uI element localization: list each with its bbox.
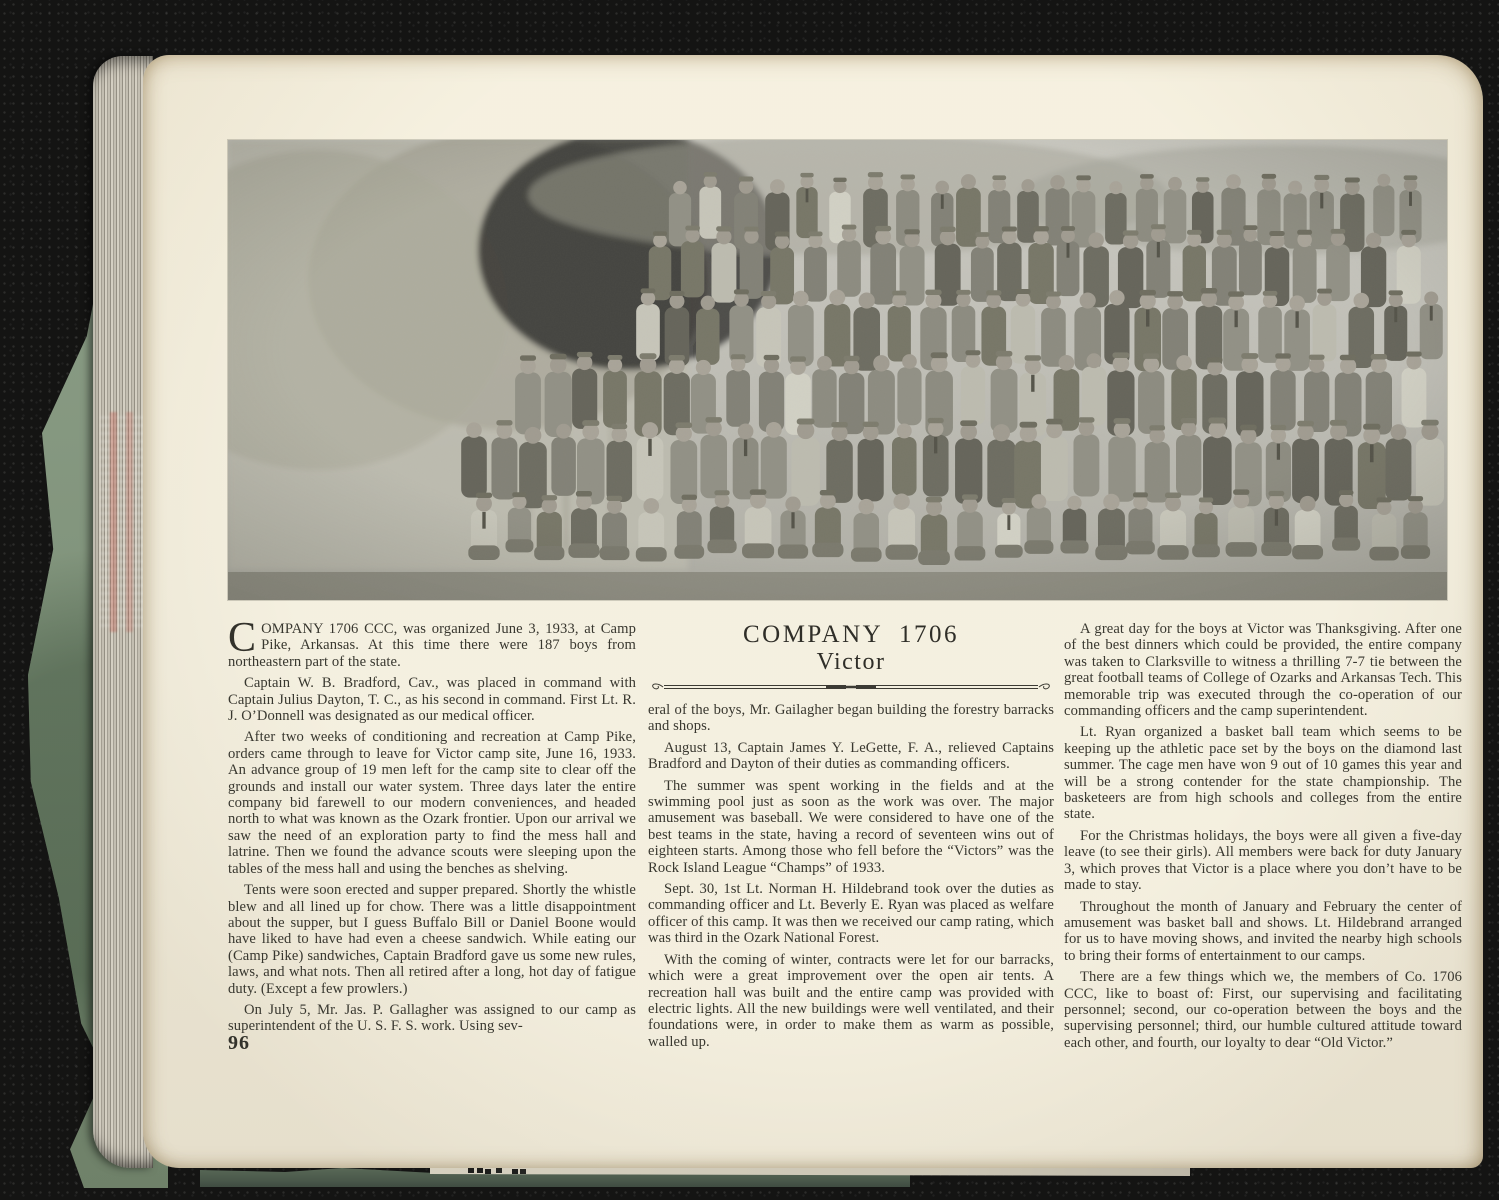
paragraph-intro-text: OMPANY 1706 CCC, was organized June 3, 1933, at Camp Pike, Arkansas. At this time there were 187 boys from northeastern part of the state. <box>228 621 636 670</box>
paragraph-intro <box>228 615 636 670</box>
rule-end-flourish-right <box>1039 684 1049 689</box>
paragraph: After two weeks of conditioning and recreation at Camp Pike, orders came through to leave for Victor camp site, June 16, 1933. An advance group of 19 men left for the camp site to clear off the grounds and install our water system. Three days later the entire company bid farewell to our modern conveniences, and headed north to what was known as the Ozark frontier. Upon our arrival we saw the need of an exploration party to find the mess hall and latrine. Then we found the advance scouts were sleeping upon the tables of the mess hall and using the benches as shelving. <box>228 729 636 877</box>
paragraph: With the coming of winter, contracts were let for our barracks, which were a great improvement over the open air tents. A recreation hall was built and the entire camp was provided with electric lights. All the new buildings were well ventilated, and their foundations were, in order to make them as warm as possible, walled up. <box>648 951 1054 1050</box>
paragraph: Sept. 30, 1st Lt. Norman H. Hildebrand took over the duties as commanding officer and Lt. Beverly E. Ryan was placed as welfare officer of this camp. It was then we received our camp rating, which was third in the Ozark National Forest. <box>648 881 1054 947</box>
paragraph: The summer was spent working in the fields and at the swimming pool just as soon as the work was over. The major amusement was baseball. We were considered to have one of the best teams in the state, having a record of seventeen wins out of eighteen starts. Among those who fell before the “Victors” was the Rock Island League “Champs” of 1933. <box>648 777 1054 876</box>
ornamental-rule <box>648 681 1054 693</box>
paragraph: For the Christmas holidays, the boys were all given a five-day leave (to see their girls). All members were back for duty January 3, which proves that Victor is a place where you don’t have to be made to stay. <box>1064 827 1462 894</box>
print-marks <box>468 1168 474 1173</box>
paragraph: A great day for the boys at Victor was Thanksgiving. After one of the best dinners which could be provided, the entire company was taken to Clarksville to witness a thrilling 7-7 tie between the great football teams of College of Ozarks and Arkansas Tech. This memorable trip was executed through the co-operation of our commanding officers and the camp superintendent. <box>1064 621 1462 720</box>
paragraph: Tents were soon erected and supper prepared. Shortly the whistle blew and all lined up for chow. There was a little disappointment about the supper, but I guess Buffalo Bill or Daniel Boone would have liked to have had even a cheese sandwich. While eating our (Camp Pike) sandwiches, Captain Bradford gave us some new rules, laws, and what nots. Then all retired after a long, hot day of fatigue duty. (Except a few prowlers.) <box>228 882 636 997</box>
group-photo <box>228 140 1447 600</box>
article-subtitle: Victor <box>816 649 886 675</box>
center-text-column <box>648 621 1054 1055</box>
left-text-column <box>228 615 636 1040</box>
paragraph: There are a few things which we, the members of Co. 1706 CCC, like to boast of: First, our supervising and facilitating personnel; second, our co-operation between the boys and the supervising personnel; third, our humble cultured attitude toward each other, and fourth, our loyalty to dear “Old Victor.” <box>1064 969 1462 1051</box>
paragraph: Captain W. B. Bradford, Cav., was placed in command with Captain Julius Dayton, T. C., as his second in command. First Lt. R. J. O’Donnell was designated as our medical officer. <box>228 675 636 725</box>
yearbook-page <box>143 55 1483 1168</box>
paragraph: Throughout the month of January and February the center of amusement was basket ball and shows. Lt. Hildebrand arranged for us to have moving shows, and invited the nearby high schools to bring their forms of entertainment to our camps. <box>1064 898 1462 964</box>
rule-end-flourish-left <box>653 684 663 689</box>
paragraph: August 13, Captain James Y. LeGette, F. A., relieved Captains Bradford and Dayton of their duties as commanding officers. <box>648 739 1054 773</box>
page-number: 96 <box>228 1032 250 1054</box>
article-title: COMPANY 1706 <box>742 621 960 648</box>
group-photo-image <box>228 140 1447 600</box>
right-text-column <box>1064 621 1462 1056</box>
drop-cap: C <box>228 615 257 661</box>
paragraph: eral of the boys, Mr. Gailagher began building the forestry barracks and shops. <box>648 702 1054 735</box>
paragraph: Lt. Ryan organized a basket ball team which seems to be keeping up the athletic pace set by the boys on the diamond last summer. The cage men have won 9 out of 10 games this year and will be a strong contender for the state championship. The basketeers are from high schools and colleges from the entire state. <box>1064 724 1462 823</box>
paragraph: On July 5, Mr. Jas. P. Gallagher was assigned to our camp as superintendent of the U. S. F. S. work. Using sev- <box>228 1001 636 1035</box>
